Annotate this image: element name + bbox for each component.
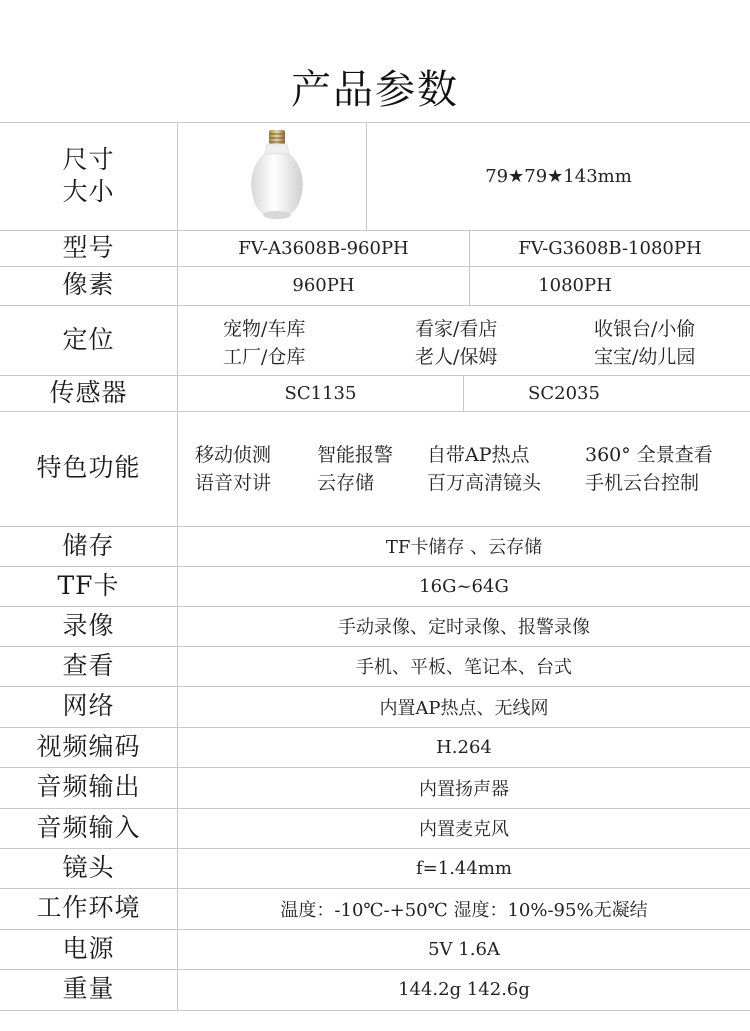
weight-label: 重量 [62, 974, 115, 1004]
pixels-b-value: 1080PH [538, 275, 612, 296]
audio-in-label: 音频输入 [36, 812, 141, 842]
storage-value: TF卡储存 、云存储 [385, 537, 543, 558]
weight-value: 144.2g 142.6g [398, 979, 530, 1000]
audio-out-value: 内置扬声器 [419, 778, 509, 800]
feature-item: 云存储 [317, 472, 375, 494]
power-value: 5V 1.6A [428, 938, 500, 960]
pixels-a-value: 960PH [292, 275, 355, 296]
codec-label: 视频编码 [36, 731, 141, 761]
record-value: 手动录像、定时录像、报警录像 [338, 617, 590, 638]
feature-item: 智能报警 [317, 444, 394, 466]
feature-item: 移动侦测 [195, 444, 272, 466]
position-item: 老人/保姆 [415, 346, 498, 368]
sensor-a-value: SC1135 [284, 382, 357, 404]
record-label: 录像 [62, 610, 115, 640]
position-item: 宝宝/幼儿园 [594, 346, 696, 368]
position-item: 宠物/车库 [223, 318, 306, 340]
power-label: 电源 [62, 933, 115, 963]
feature-item: 语音对讲 [195, 472, 272, 494]
audio-in-value: 内置麦克风 [419, 819, 509, 840]
model-a-value: FV-A3608B-960PH [238, 237, 409, 259]
divider [0, 1010, 750, 1011]
position-label: 定位 [62, 324, 115, 354]
environment-label: 工作环境 [36, 893, 141, 923]
environment-value: 温度：-10℃-+50℃ 湿度：10%-95%无凝结 [280, 899, 648, 921]
position-item: 看家/看店 [415, 318, 498, 340]
size-label [0, 122, 177, 230]
storage-label: 储存 [62, 530, 115, 560]
feature-item: 360° 全景查看 [585, 444, 713, 466]
lens-label: 镜头 [62, 852, 115, 882]
network-value: 内置AP热点、无线网 [379, 697, 549, 719]
tf-label: TF卡 [57, 570, 120, 600]
feature-item: 百万高清镜头 [427, 472, 542, 494]
page-title: 产品参数 [291, 67, 459, 113]
view-value: 手机、平板、笔记本、台式 [356, 657, 572, 678]
sensor-label: 传感器 [49, 377, 128, 407]
light-bulb-camera-image [247, 130, 307, 222]
position-item: 收银台/小偷 [594, 318, 696, 340]
feature-item: 手机云台控制 [585, 472, 700, 494]
size-value: 79★79★143mm [485, 165, 632, 187]
position-item: 工厂/仓库 [223, 346, 306, 368]
size-label-line1: 尺寸 [62, 144, 115, 174]
codec-value: H.264 [436, 736, 492, 758]
model-label: 型号 [62, 232, 115, 262]
model-b-value: FV-G3608B-1080PH [518, 237, 702, 259]
pixels-label: 像素 [62, 270, 115, 300]
network-label: 网络 [62, 691, 115, 721]
audio-out-label: 音频输出 [36, 772, 141, 802]
size-label-line2: 大小 [62, 177, 115, 206]
sensor-b-value: SC2035 [528, 382, 600, 404]
features-label: 特色功能 [36, 453, 141, 483]
view-label: 查看 [62, 650, 115, 680]
tf-value: 16G~64G [419, 575, 509, 597]
feature-item: 自带AP热点 [427, 444, 530, 466]
lens-value: f=1.44mm [416, 857, 512, 879]
